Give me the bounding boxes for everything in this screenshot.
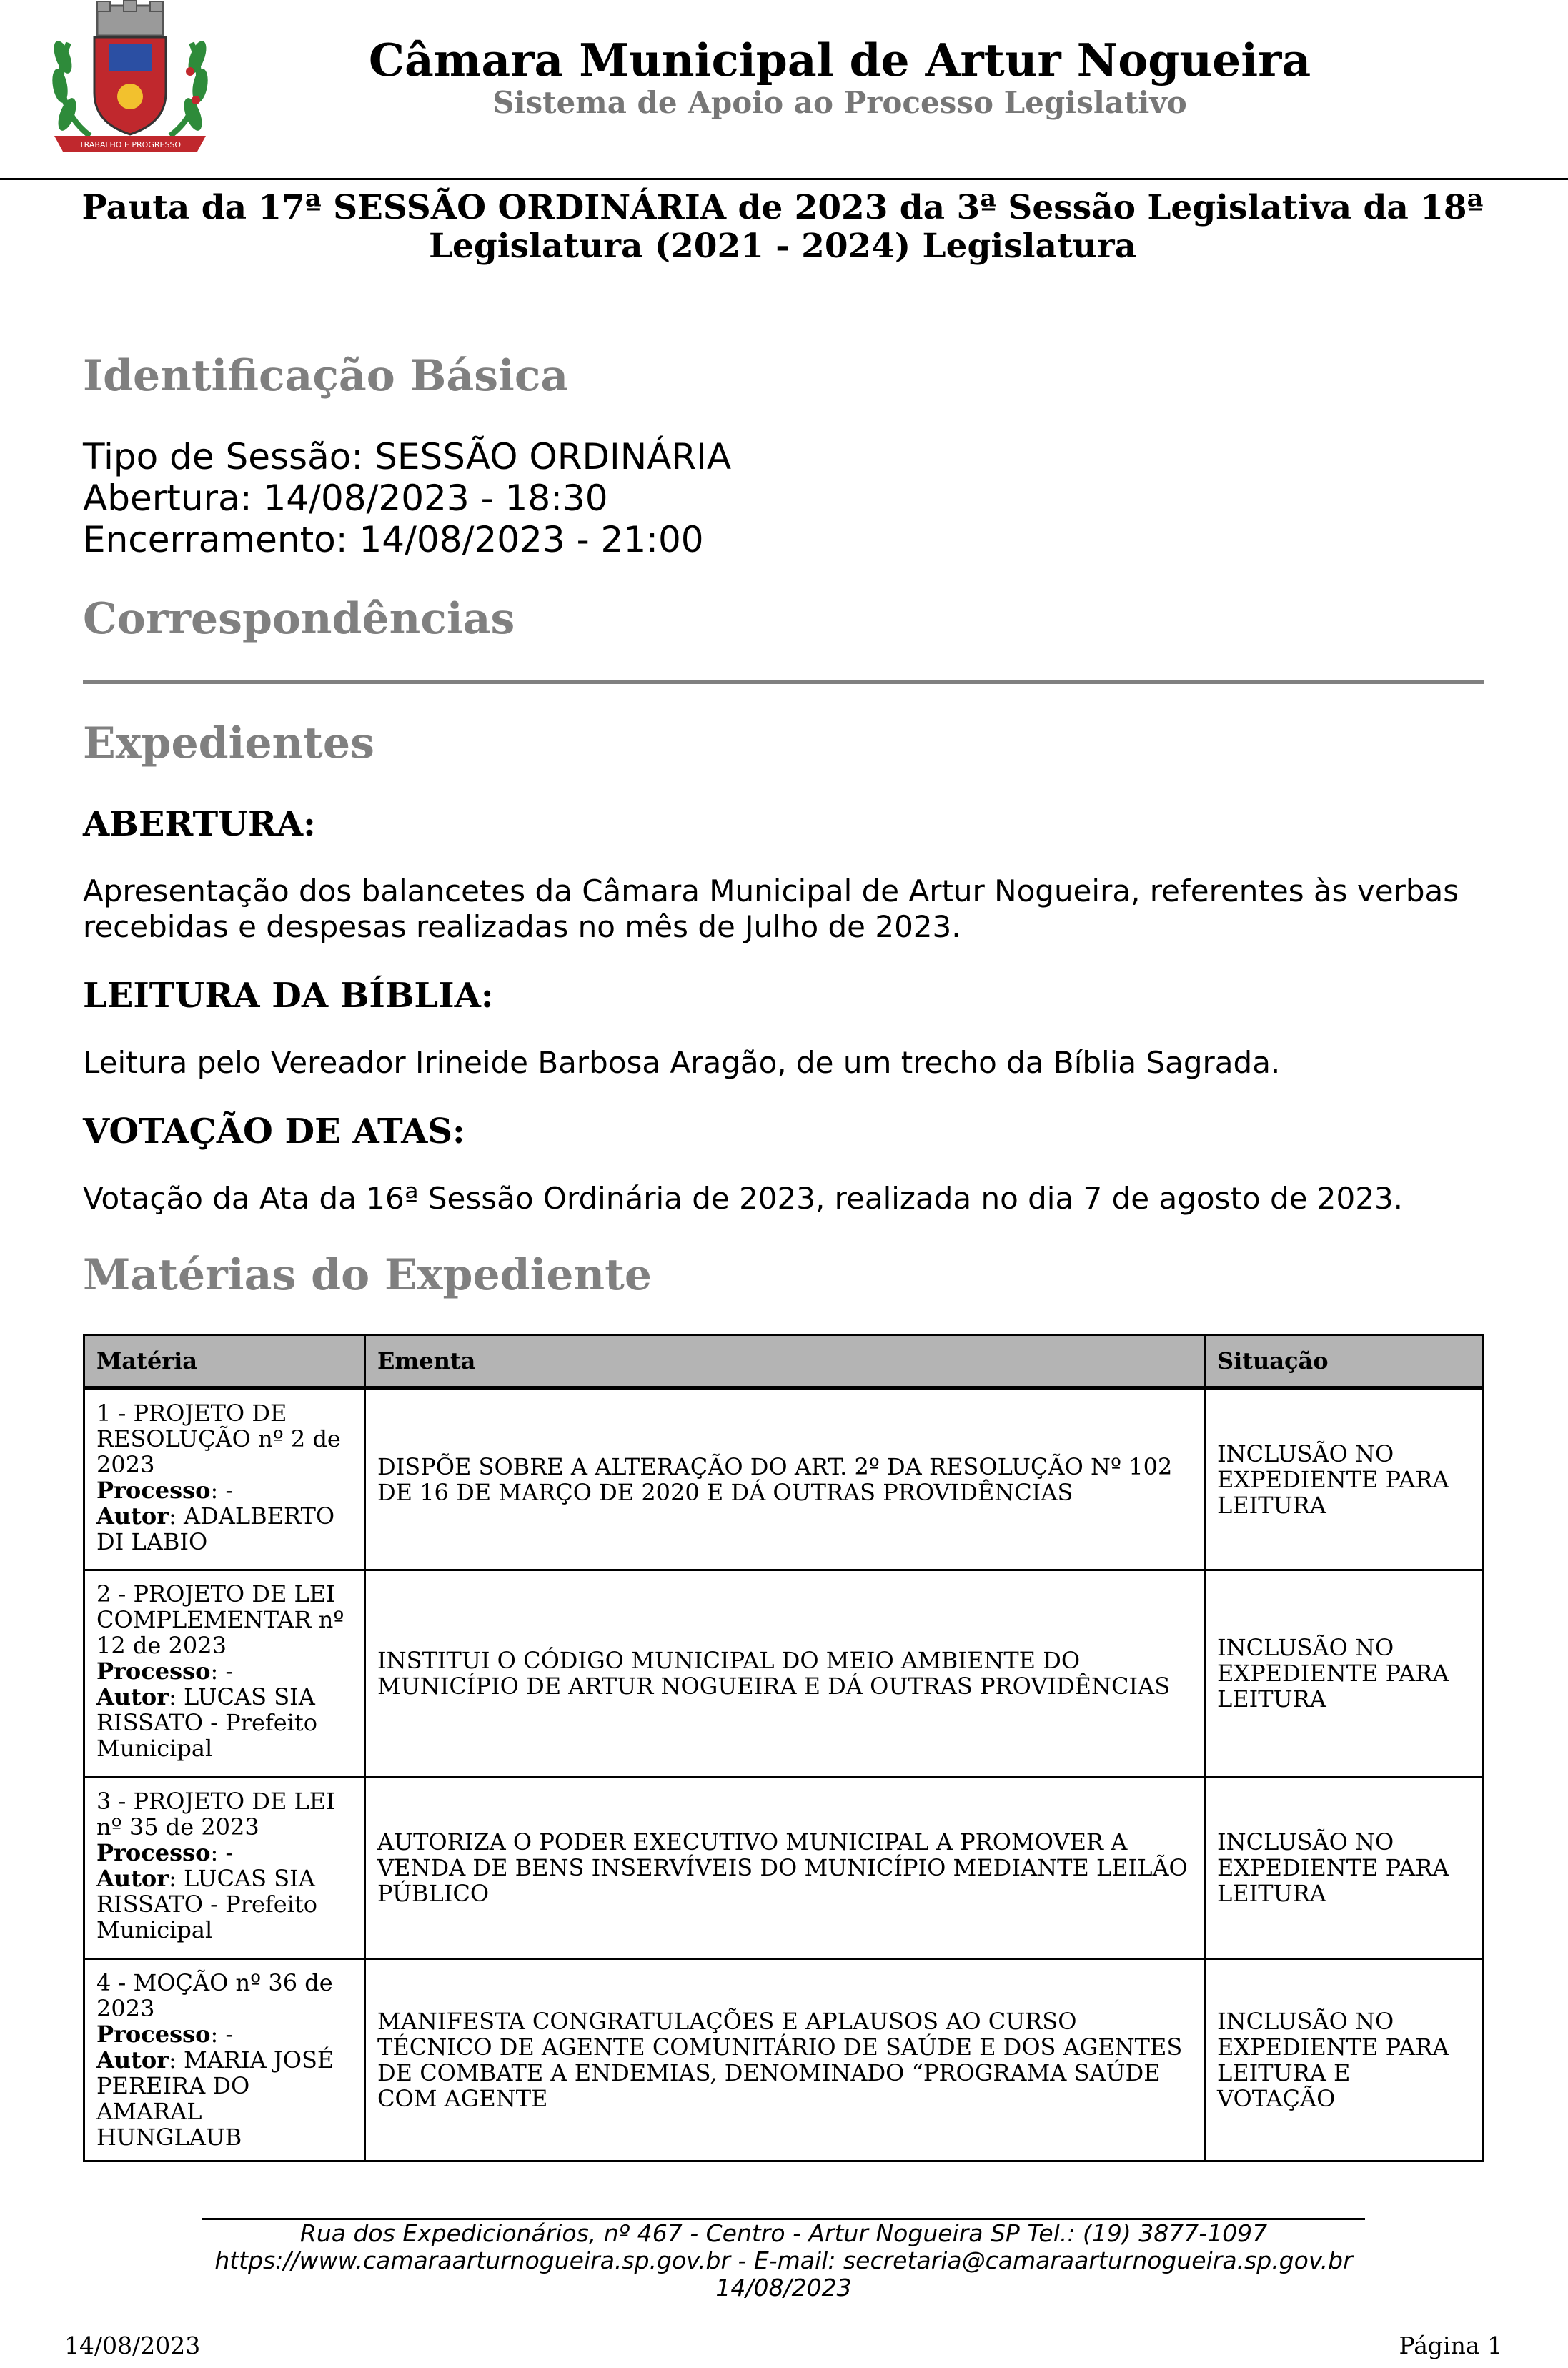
materia-cell <box>84 1388 365 1570</box>
ementa-cell: MANIFESTA CONGRATULAÇÕES E APLAUSOS AO CURSO TÉCNICO DE AGENTE COMUNITÁRIO DE SAÚDE E DOS AGENTES DE COMBATE A ENDEMIAS, DENOMINADO “PROGRAMA SAÚDE COM AGENTE <box>365 1958 1205 2161</box>
page-number: Página 1 <box>1399 2332 1502 2359</box>
svg-text:TRABALHO E PROGRESSO: TRABALHO E PROGRESSO <box>79 140 182 149</box>
materia-title: 1 - PROJETO DE RESOLUÇÃO nº 2 de 2023 <box>96 1400 341 1478</box>
materia-autor: Autor: MARIA JOSÉ PEREIRA DO AMARAL HUNGLAUB <box>96 2046 334 2151</box>
materias-table <box>83 1334 1484 2162</box>
situacao-cell: INCLUSÃO NO EXPEDIENTE PARA LEITURA <box>1205 1777 1484 1958</box>
materia-cell <box>84 1958 365 2161</box>
table-header-row <box>84 1335 1484 1389</box>
materia-processo: Processo: - <box>96 1477 234 1504</box>
document-title: Pauta da 17ª SESSÃO ORDINÁRIA de 2023 da 3ª Sessão Legislativa da 18ª Legislatura (2021 - 2024) Legislatura <box>81 188 1484 266</box>
ementa-cell: AUTORIZA O PODER EXECUTIVO MUNICIPAL A PROMOVER A VENDA DE BENS INSERVÍVEIS DO MUNICÍPIO MEDIANTE LEILÃO PÚBLICO <box>365 1777 1205 1958</box>
table-row <box>84 1777 1484 1958</box>
materia-processo: Processo: - <box>96 2020 234 2048</box>
table-row <box>84 1388 1484 1570</box>
materia-processo: Processo: - <box>96 1838 234 1866</box>
footer-address-line: Rua dos Expedicionários, nº 467 - Centro - Artur Nogueira SP Tel.: (19) 3877-1097 https://www.camaraarturnogueira.sp.gov.br - E-mail: secretaria@camaraarturnogueira.sp.gov.br <box>214 2219 1353 2274</box>
expediente-text-votacao: Votação da Ata da 16ª Sessão Ordinária de 2023, realizada no dia 7 de agosto de 2023. <box>83 1181 1404 1216</box>
expediente-title-votacao: VOTAÇÃO DE ATAS: <box>83 1111 465 1151</box>
materia-processo: Processo: - <box>96 1657 234 1685</box>
coat-of-arms-logo <box>47 0 213 156</box>
expediente-title-leitura: LEITURA DA BÍBLIA: <box>83 976 494 1016</box>
section-heading-correspondencias: Correspondências <box>83 594 515 644</box>
section-heading-materias: Matérias do Expediente <box>83 1250 652 1300</box>
expediente-title-abertura: ABERTURA: <box>83 804 316 844</box>
expediente-text-abertura: Apresentação dos balancetes da Câmara Municipal de Artur Nogueira, referentes às verbas recebidas e despesas realizadas no mês de Julho de 2023. <box>83 873 1459 944</box>
situacao-cell: INCLUSÃO NO EXPEDIENTE PARA LEITURA <box>1205 1388 1484 1570</box>
ementa-cell: INSTITUI O CÓDIGO MUNICIPAL DO MEIO AMBIENTE DO MUNICÍPIO DE ARTUR NOGUEIRA E DÁ OUTRAS PROVIDÊNCIAS <box>365 1570 1205 1777</box>
ementa-cell: DISPÕE SOBRE A ALTERAÇÃO DO ART. 2º DA RESOLUÇÃO Nº 102 DE 16 DE MARÇO DE 2020 E DÁ OUTRAS PROVIDÊNCIAS <box>365 1388 1205 1570</box>
materia-autor: Autor: LUCAS SIA RISSATO - Prefeito Municipal <box>96 1864 318 1943</box>
institution-subtitle: Sistema de Apoio ao Processo Legislativo <box>492 85 1187 120</box>
materia-autor: Autor: LUCAS SIA RISSATO - Prefeito Municipal <box>96 1683 318 1762</box>
column-header-situacao: Situação <box>1205 1335 1484 1389</box>
materia-title: 4 - MOÇÃO nº 36 de 2023 <box>96 1968 333 2022</box>
section-divider <box>83 680 1484 684</box>
materia-title: 3 - PROJETO DE LEI nº 35 de 2023 <box>96 1787 335 1841</box>
footer-date-center: 14/08/2023 <box>715 2274 852 2302</box>
session-type: Tipo de Sessão: SESSÃO ORDINÁRIA <box>83 436 732 477</box>
footer-date: 14/08/2023 <box>64 2332 201 2359</box>
column-header-ementa: Ementa <box>365 1335 1205 1389</box>
section-heading-identificacao: Identificação Básica <box>83 351 569 401</box>
session-opening: Abertura: 14/08/2023 - 18:30 <box>83 477 608 519</box>
materia-title: 2 - PROJETO DE LEI COMPLEMENTAR nº 12 de 2023 <box>96 1580 344 1659</box>
institution-title: Câmara Municipal de Artur Nogueira <box>368 34 1311 86</box>
materia-cell <box>84 1570 365 1777</box>
situacao-cell: INCLUSÃO NO EXPEDIENTE PARA LEITURA <box>1205 1570 1484 1777</box>
column-header-materia: Matéria <box>84 1335 365 1389</box>
footer-address <box>202 2220 1365 2302</box>
session-closing: Encerramento: 14/08/2023 - 21:00 <box>83 519 704 560</box>
materia-cell <box>84 1777 365 1958</box>
materia-autor: Autor: ADALBERTO DI LABIO <box>96 1502 335 1555</box>
expediente-text-leitura: Leitura pelo Vereador Irineide Barbosa Aragão, de um trecho da Bíblia Sagrada. <box>83 1045 1281 1080</box>
header-divider <box>0 178 1568 180</box>
table-row <box>84 1570 1484 1777</box>
section-heading-expedientes: Expedientes <box>83 718 374 768</box>
situacao-cell: INCLUSÃO NO EXPEDIENTE PARA LEITURA E VOTAÇÃO <box>1205 1958 1484 2161</box>
table-row <box>84 1958 1484 2161</box>
